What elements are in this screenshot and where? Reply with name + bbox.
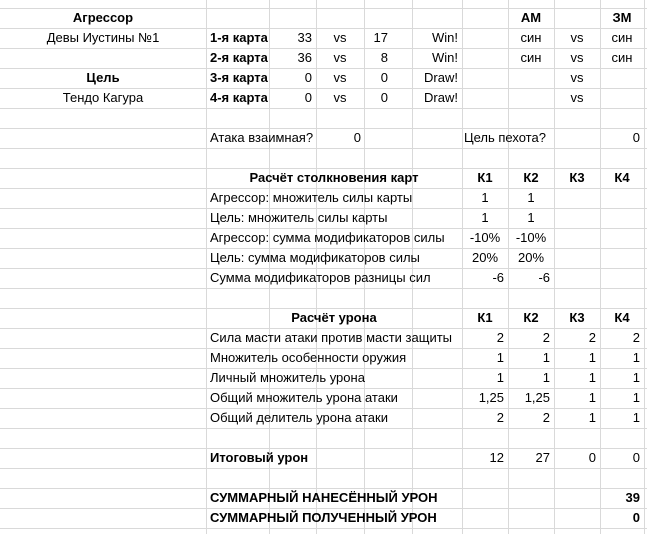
match-aggressor-score[interactable]: 0 bbox=[304, 90, 312, 105]
collision-col-header[interactable]: К1 bbox=[477, 170, 493, 185]
damage-cell[interactable]: 2 bbox=[542, 330, 550, 345]
collision-cell[interactable]: 1 bbox=[481, 190, 489, 205]
match-card-label[interactable]: 4-я карта bbox=[210, 90, 268, 105]
mutual-attack-value[interactable]: 0 bbox=[353, 130, 361, 145]
damage-cell[interactable]: 2 bbox=[632, 330, 640, 345]
match-vs2[interactable]: vs bbox=[570, 50, 584, 65]
total-damage-cell[interactable]: 27 bbox=[535, 450, 550, 465]
damage-cell[interactable]: 1 bbox=[588, 390, 596, 405]
damage-row-label[interactable]: Общий множитель урона атаки bbox=[210, 390, 398, 405]
total-damage-cell[interactable]: 0 bbox=[588, 450, 596, 465]
match-vs[interactable]: vs bbox=[333, 30, 347, 45]
damage-cell[interactable]: 2 bbox=[588, 330, 596, 345]
collision-cell[interactable]: 20% bbox=[471, 250, 499, 265]
am-header[interactable]: АМ bbox=[520, 10, 542, 25]
match-result[interactable]: Win! bbox=[432, 30, 458, 45]
damage-cell[interactable]: 1 bbox=[632, 370, 640, 385]
match-zm-suit[interactable] bbox=[600, 68, 644, 88]
collision-row-label[interactable]: Сумма модификаторов разницы сил bbox=[210, 270, 431, 285]
match-vs[interactable]: vs bbox=[333, 90, 347, 105]
damage-cell[interactable]: 1 bbox=[588, 370, 596, 385]
collision-col-header[interactable]: К2 bbox=[523, 170, 539, 185]
aggressor-name[interactable]: Девы Иустины №1 bbox=[46, 30, 160, 45]
collision-row-label[interactable]: Агрессор: множитель силы карты bbox=[210, 190, 413, 205]
damage-cell[interactable]: 1,25 bbox=[524, 390, 550, 405]
collision-cell[interactable]: -10% bbox=[469, 230, 501, 245]
match-aggressor-score[interactable]: 0 bbox=[304, 70, 312, 85]
collision-row-label[interactable]: Цель: сумма модификаторов силы bbox=[210, 250, 420, 265]
damage-cell[interactable]: 1 bbox=[632, 390, 640, 405]
grid-line bbox=[0, 468, 647, 469]
collision-col-header[interactable]: К4 bbox=[614, 170, 630, 185]
damage-section-title[interactable]: Расчёт урона bbox=[291, 310, 377, 325]
damage-cell[interactable]: 1 bbox=[588, 410, 596, 425]
match-vs[interactable]: vs bbox=[333, 70, 347, 85]
grid-line bbox=[0, 108, 647, 109]
mutual-attack-label[interactable]: Атака взаимная? bbox=[210, 130, 314, 145]
summary-received-label[interactable]: СУММАРНЫЙ ПОЛУЧЕННЫЙ УРОН bbox=[210, 510, 437, 525]
match-am-suit[interactable] bbox=[508, 68, 554, 88]
damage-cell[interactable]: 2 bbox=[496, 410, 504, 425]
summary-dealt-value[interactable]: 39 bbox=[625, 490, 640, 505]
summary-received-value[interactable]: 0 bbox=[632, 510, 640, 525]
match-result[interactable]: Win! bbox=[432, 50, 458, 65]
grid-line bbox=[0, 148, 647, 149]
collision-row-label[interactable]: Цель: множитель силы карты bbox=[210, 210, 388, 225]
match-zm-suit[interactable]: син bbox=[611, 30, 633, 45]
grid-line bbox=[0, 428, 647, 429]
infantry-target-label[interactable]: Цель пехота? bbox=[464, 130, 546, 145]
damage-cell[interactable]: 2 bbox=[542, 410, 550, 425]
total-damage-label[interactable]: Итоговый урон bbox=[210, 450, 309, 465]
infantry-target-value[interactable]: 0 bbox=[632, 130, 640, 145]
collision-col-header[interactable]: К3 bbox=[569, 170, 585, 185]
match-aggressor-score[interactable]: 36 bbox=[297, 50, 312, 65]
match-vs2[interactable]: vs bbox=[570, 70, 584, 85]
damage-cell[interactable]: 1 bbox=[496, 350, 504, 365]
damage-cell[interactable]: 1 bbox=[632, 350, 640, 365]
collision-cell[interactable]: -6 bbox=[492, 270, 504, 285]
summary-dealt-label[interactable]: СУММАРНЫЙ НАНЕСЁННЫЙ УРОН bbox=[210, 490, 438, 505]
collision-cell[interactable]: 20% bbox=[517, 250, 545, 265]
zm-header[interactable]: ЗМ bbox=[612, 10, 632, 25]
collision-cell[interactable]: -6 bbox=[538, 270, 550, 285]
collision-cell[interactable]: 1 bbox=[481, 210, 489, 225]
damage-cell[interactable]: 1 bbox=[588, 350, 596, 365]
damage-row-label[interactable]: Личный множитель урона bbox=[210, 370, 365, 385]
damage-row-label[interactable]: Сила масти атаки против масти защиты bbox=[210, 330, 453, 345]
match-am-suit[interactable] bbox=[508, 88, 554, 108]
match-am-suit[interactable]: син bbox=[520, 30, 542, 45]
damage-cell[interactable]: 2 bbox=[496, 330, 504, 345]
target-name[interactable]: Тендо Кагура bbox=[62, 90, 144, 105]
match-zm-suit[interactable]: син bbox=[611, 50, 633, 65]
match-target-score[interactable]: 0 bbox=[380, 70, 388, 85]
match-zm-suit[interactable] bbox=[600, 88, 644, 108]
match-target-score[interactable]: 17 bbox=[373, 30, 388, 45]
match-result[interactable]: Draw! bbox=[424, 90, 458, 105]
grid-line bbox=[644, 0, 645, 534]
damage-cell[interactable]: 1 bbox=[632, 410, 640, 425]
damage-cell[interactable]: 1 bbox=[496, 370, 504, 385]
damage-col-header[interactable]: К2 bbox=[523, 310, 539, 325]
total-damage-cell[interactable]: 0 bbox=[632, 450, 640, 465]
damage-cell[interactable]: 1 bbox=[542, 350, 550, 365]
collision-cell[interactable]: -10% bbox=[515, 230, 547, 245]
total-damage-cell[interactable]: 12 bbox=[489, 450, 504, 465]
match-vs[interactable]: vs bbox=[333, 50, 347, 65]
match-result[interactable]: Draw! bbox=[424, 70, 458, 85]
target-label[interactable]: Цель bbox=[86, 70, 120, 85]
collision-section-title[interactable]: Расчёт столкновения карт bbox=[249, 170, 419, 185]
damage-col-header[interactable]: К1 bbox=[477, 310, 493, 325]
match-vs2[interactable]: vs bbox=[570, 90, 584, 105]
damage-cell[interactable]: 1,25 bbox=[478, 390, 504, 405]
match-vs2[interactable]: vs bbox=[570, 30, 584, 45]
collision-row-label[interactable]: Агрессор: сумма модификаторов силы bbox=[210, 230, 445, 245]
match-card-label[interactable]: 3-я карта bbox=[210, 70, 268, 85]
collision-cell[interactable]: 1 bbox=[527, 210, 535, 225]
match-target-score[interactable]: 0 bbox=[380, 90, 388, 105]
match-card-label[interactable]: 1-я карта bbox=[210, 30, 268, 45]
match-am-suit[interactable]: син bbox=[520, 50, 542, 65]
match-card-label[interactable]: 2-я карта bbox=[210, 50, 268, 65]
damage-col-header[interactable]: К3 bbox=[569, 310, 585, 325]
damage-col-header[interactable]: К4 bbox=[614, 310, 630, 325]
aggressor-label[interactable]: Агрессор bbox=[72, 10, 134, 25]
grid-line bbox=[0, 288, 647, 289]
collision-cell[interactable]: 1 bbox=[527, 190, 535, 205]
match-target-score[interactable]: 8 bbox=[380, 50, 388, 65]
damage-cell[interactable]: 1 bbox=[542, 370, 550, 385]
grid-line bbox=[206, 0, 207, 534]
match-aggressor-score[interactable]: 33 bbox=[297, 30, 312, 45]
grid-line bbox=[0, 528, 647, 529]
damage-row-label[interactable]: Множитель особенности оружия bbox=[210, 350, 407, 365]
damage-row-label[interactable]: Общий делитель урона атаки bbox=[210, 410, 388, 425]
